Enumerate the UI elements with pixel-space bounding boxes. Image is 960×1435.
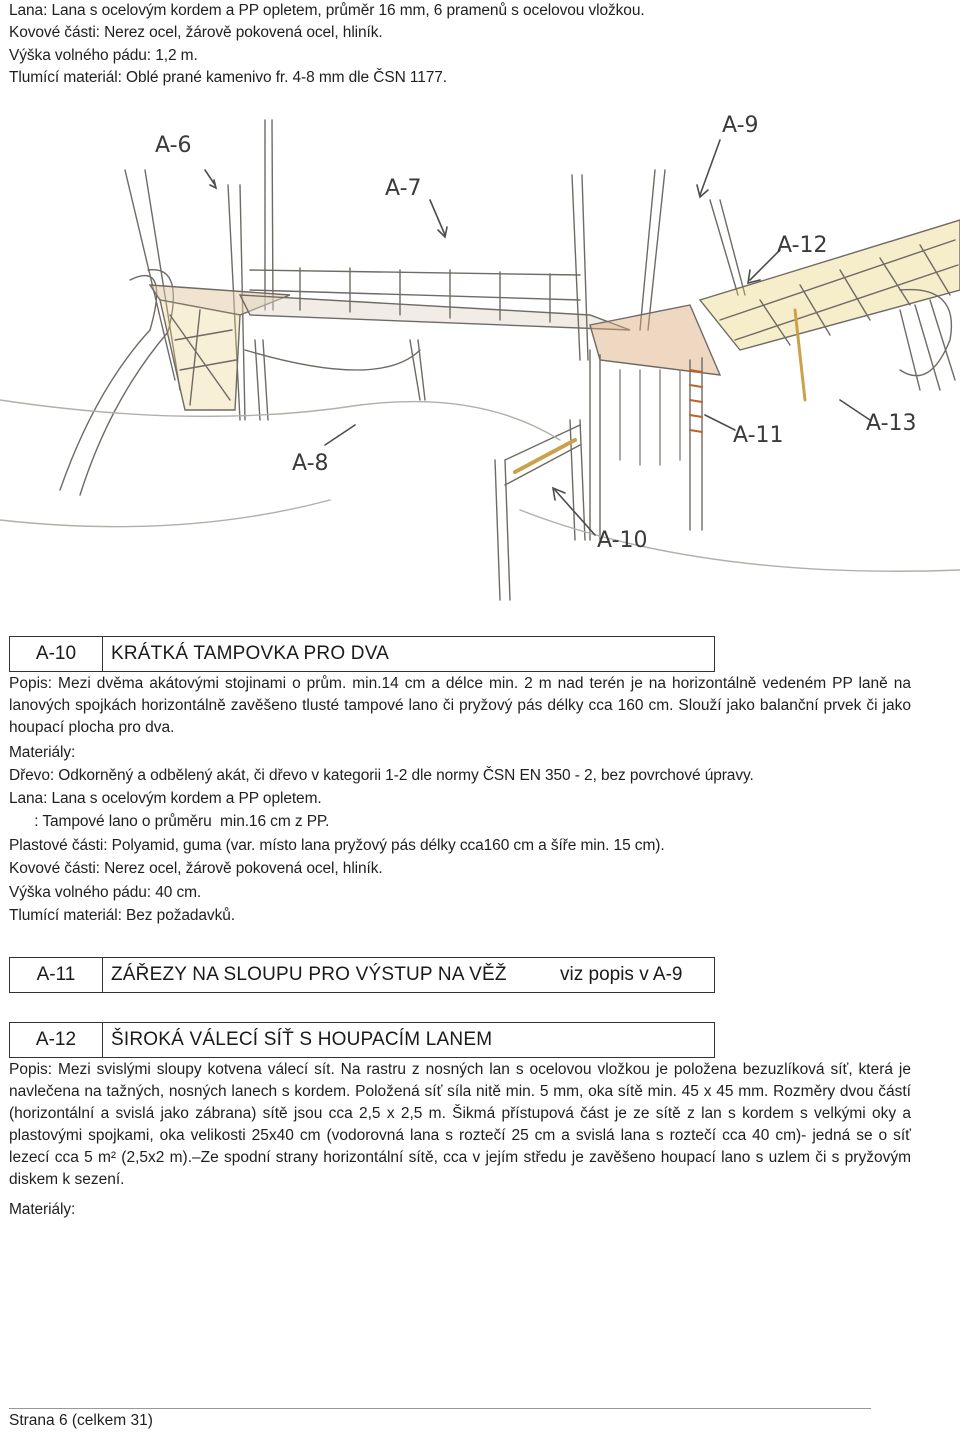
heading-a10-code: A-10 [10,637,103,671]
heading-a11-reference: viz popis v A-9 [560,964,683,985]
a12-description: Popis: Mezi svislými sloupy kotvena válecí sít. Na rastru z nosných lan s ocelovou vložkou je položena bezuzlíková síť, která je navlečena na tažných, nosných lanech s kordem. Položená síť síla nitě min. 5 mm, oka sítě min. 45 x 45 mm. Rozměry dvou částí (horizontální a svislá jako zábrana) sítě jsou cca 2,5 x 2,5 m. Šikmá přístupová část je ze sítě z lan s kordem s velkými oky a plastovými spojkami, oka velikosti 25x40 cm (vodorovná lana s roztečí 25 cm a svislá lana s roztečí cca 40 cm)- jedná se o síť lezecí cca 5 m² (2,5x2 m).–Ze spodní strany horizontální sítě, cca v jejím středu je zavěšeno houpací lano s uzlem či s pryžovým diskem k sezení. [9,1061,911,1188]
playground-sketch [0,100,960,635]
top-line-damping: Tlumící materiál: Oblé prané kamenivo fr. 4-8 mm dle ČSN 1177. [9,69,448,86]
sketch-label-a13: A-13 [866,411,917,436]
top-line-metal: Kovové části: Nerez ocel, žárově pokovená ocel, hliník. [9,24,383,41]
sketch-label-a8: A-8 [292,451,329,476]
heading-a10 [9,636,715,672]
sketch-label-a6: A-6 [155,133,192,158]
a10-line-plastic: Plastové části: Polyamid, guma (var. místo lana pryžový pás délky cca160 cm a šíře min. 15 cm). [9,837,665,854]
heading-a11-code: A-11 [10,958,103,992]
sketch-label-a10: A-10 [597,528,648,553]
heading-a11 [9,957,715,993]
a10-line-damping: Tlumící materiál: Bez požadavků. [9,907,235,924]
heading-a12-title: ŠIROKÁ VÁLECÍ SÍŤ S HOUPACÍM LANEM [111,1029,493,1050]
footer-divider [9,1408,871,1409]
heading-a10-title: KRÁTKÁ TAMPOVKA PRO DVA [111,643,390,664]
sketch-label-a9: A-9 [722,113,759,138]
top-line-fall-height: Výška volného pádu: 1,2 m. [9,47,198,64]
sketch-label-a7: A-7 [385,176,422,201]
heading-a12-code: A-12 [10,1023,103,1057]
a10-line-metal: Kovové části: Nerez ocel, žárově pokovená ocel, hliník. [9,860,383,877]
a10-line-wood: Dřevo: Odkorněný a odbělený akát, či dřevo v kategorii 1-2 dle normy ČSN EN 350 - 2, bez povrchové úpravy. [9,767,754,784]
a10-materials-label: Materiály: [9,744,76,761]
a10-line-rope: Lana: Lana s ocelovým kordem a PP opletem. [9,790,322,807]
sketch-label-a12: A-12 [777,233,828,258]
a12-materials-label: Materiály: [9,1201,76,1218]
heading-a12 [9,1022,715,1058]
a10-line-fall-height: Výška volného pádu: 40 cm. [9,884,202,901]
a10-description: Popis: Mezi dvěma akátovými stojinami o prům. min.14 cm a délce min. 2 m nad terén je na horizontálně vedeném PP laně na lanových spojkách horizontálně zavěšeno tlusté tampové lano či pryžový pás délky cca 160 cm. Slouží jako balanční prvek či jako houpací plocha pro dva. [9,675,911,736]
top-line-rope: Lana: Lana s ocelovým kordem a PP opletem, průměr 16 mm, 6 pramenů s ocelovou vložkou. [9,2,645,19]
sketch-label-a11: A-11 [733,423,784,448]
heading-a11-title: ZÁŘEZY NA SLOUPU PRO VÝSTUP NA VĚŽ [111,964,507,985]
a10-line-tamp-rope: : Tampové lano o průměru min.16 cm z PP. [9,813,330,830]
page-number: Strana 6 (celkem 31) [9,1412,153,1429]
